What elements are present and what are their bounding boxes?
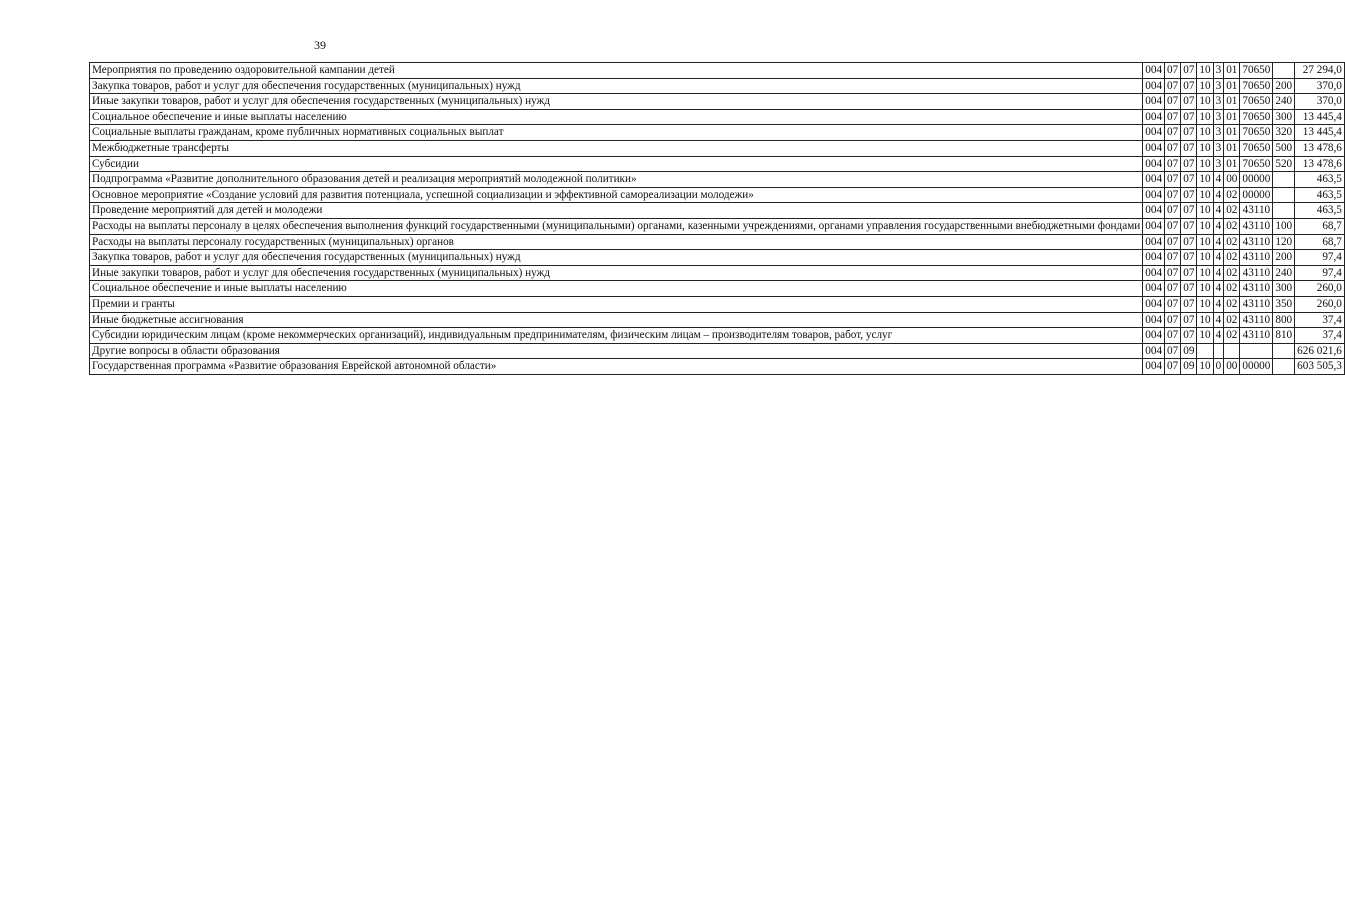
expense-name-cell: Социальные выплаты гражданам, кроме публичных нормативных социальных выплат xyxy=(90,125,1143,141)
expense-type-code-cell xyxy=(1273,63,1295,79)
table-row xyxy=(90,94,1345,110)
section-code-cell: 07 xyxy=(1165,359,1181,375)
measure-code-cell: 02 xyxy=(1224,250,1240,266)
expense-name-cell: Премии и гранты xyxy=(90,296,1143,312)
measure-code-cell: 02 xyxy=(1224,203,1240,219)
program-code-cell: 10 xyxy=(1197,359,1213,375)
subsection-code-cell: 07 xyxy=(1181,172,1197,188)
expense-name-cell: Закупка товаров, работ и услуг для обеспечения государственных (муниципальных) нужд xyxy=(90,250,1143,266)
subsection-code-cell: 07 xyxy=(1181,328,1197,344)
expense-name-cell: Проведение мероприятий для детей и молодежи xyxy=(90,203,1143,219)
table-row xyxy=(90,125,1345,141)
measure-code-cell: 02 xyxy=(1224,296,1240,312)
program-code-cell: 10 xyxy=(1197,265,1213,281)
amount-cell: 37,4 xyxy=(1295,328,1345,344)
admin-code-cell: 004 xyxy=(1143,63,1165,79)
section-code-cell: 07 xyxy=(1165,187,1181,203)
expense-type-code-cell xyxy=(1273,359,1295,375)
program-code-cell: 10 xyxy=(1197,250,1213,266)
budget-expense-table xyxy=(89,62,1345,375)
table-row xyxy=(90,109,1345,125)
admin-code-cell: 004 xyxy=(1143,312,1165,328)
table-row xyxy=(90,296,1345,312)
expense-type-code-cell: 240 xyxy=(1273,265,1295,281)
section-code-cell: 07 xyxy=(1165,156,1181,172)
expense-type-code-cell: 810 xyxy=(1273,328,1295,344)
direction-code-cell: 70650 xyxy=(1240,156,1273,172)
expense-name-cell: Иные закупки товаров, работ и услуг для обеспечения государственных (муниципальных) нужд xyxy=(90,94,1143,110)
measure-code-cell: 01 xyxy=(1224,109,1240,125)
admin-code-cell: 004 xyxy=(1143,281,1165,297)
direction-code-cell: 70650 xyxy=(1240,109,1273,125)
measure-code-cell: 02 xyxy=(1224,312,1240,328)
section-code-cell: 07 xyxy=(1165,218,1181,234)
direction-code-cell: 70650 xyxy=(1240,94,1273,110)
amount-cell: 97,4 xyxy=(1295,265,1345,281)
measure-code-cell: 02 xyxy=(1224,328,1240,344)
table-row xyxy=(90,250,1345,266)
subsection-code-cell: 07 xyxy=(1181,312,1197,328)
measure-code-cell: 00 xyxy=(1224,172,1240,188)
subsection-code-cell: 07 xyxy=(1181,94,1197,110)
table-row xyxy=(90,234,1345,250)
subsection-code-cell: 07 xyxy=(1181,109,1197,125)
amount-cell: 463,5 xyxy=(1295,203,1345,219)
expense-name-cell: Основное мероприятие «Создание условий для развития потенциала, успешной социализации и эффективной самореализации молодежи» xyxy=(90,187,1143,203)
admin-code-cell: 004 xyxy=(1143,109,1165,125)
subsection-code-cell: 07 xyxy=(1181,125,1197,141)
subsection-code-cell: 07 xyxy=(1181,203,1197,219)
admin-code-cell: 004 xyxy=(1143,343,1165,359)
expense-name-cell: Межбюджетные трансферты xyxy=(90,140,1143,156)
expense-type-code-cell xyxy=(1273,203,1295,219)
subsection-code-cell: 07 xyxy=(1181,218,1197,234)
program-code-cell: 10 xyxy=(1197,296,1213,312)
section-code-cell: 07 xyxy=(1165,281,1181,297)
amount-cell: 603 505,3 xyxy=(1295,359,1345,375)
subprogram-code-cell: 4 xyxy=(1213,187,1224,203)
subsection-code-cell: 07 xyxy=(1181,281,1197,297)
program-code-cell: 10 xyxy=(1197,328,1213,344)
expense-name-cell: Другие вопросы в области образования xyxy=(90,343,1143,359)
subprogram-code-cell: 4 xyxy=(1213,312,1224,328)
program-code-cell: 10 xyxy=(1197,172,1213,188)
measure-code-cell: 01 xyxy=(1224,125,1240,141)
expense-type-code-cell: 200 xyxy=(1273,250,1295,266)
amount-cell: 97,4 xyxy=(1295,250,1345,266)
measure-code-cell: 02 xyxy=(1224,234,1240,250)
program-code-cell: 10 xyxy=(1197,156,1213,172)
expense-type-code-cell: 350 xyxy=(1273,296,1295,312)
measure-code-cell: 01 xyxy=(1224,156,1240,172)
section-code-cell: 07 xyxy=(1165,312,1181,328)
measure-code-cell: 02 xyxy=(1224,187,1240,203)
table-row xyxy=(90,218,1345,234)
admin-code-cell: 004 xyxy=(1143,140,1165,156)
expense-type-code-cell: 520 xyxy=(1273,156,1295,172)
direction-code-cell: 43110 xyxy=(1240,218,1273,234)
measure-code-cell: 01 xyxy=(1224,140,1240,156)
subprogram-code-cell: 3 xyxy=(1213,78,1224,94)
direction-code-cell: 43110 xyxy=(1240,203,1273,219)
direction-code-cell: 00000 xyxy=(1240,172,1273,188)
table-row xyxy=(90,156,1345,172)
program-code-cell: 10 xyxy=(1197,63,1213,79)
expense-type-code-cell: 800 xyxy=(1273,312,1295,328)
section-code-cell: 07 xyxy=(1165,109,1181,125)
admin-code-cell: 004 xyxy=(1143,156,1165,172)
admin-code-cell: 004 xyxy=(1143,187,1165,203)
section-code-cell: 07 xyxy=(1165,94,1181,110)
table-row xyxy=(90,63,1345,79)
admin-code-cell: 004 xyxy=(1143,265,1165,281)
subprogram-code-cell: 3 xyxy=(1213,109,1224,125)
admin-code-cell: 004 xyxy=(1143,78,1165,94)
admin-code-cell: 004 xyxy=(1143,250,1165,266)
expense-type-code-cell: 100 xyxy=(1273,218,1295,234)
measure-code-cell: 02 xyxy=(1224,265,1240,281)
table-row xyxy=(90,78,1345,94)
amount-cell: 260,0 xyxy=(1295,281,1345,297)
subprogram-code-cell: 4 xyxy=(1213,234,1224,250)
subsection-code-cell: 07 xyxy=(1181,296,1197,312)
expense-name-cell: Иные бюджетные ассигнования xyxy=(90,312,1143,328)
expense-name-cell: Социальное обеспечение и иные выплаты населению xyxy=(90,281,1143,297)
direction-code-cell: 70650 xyxy=(1240,78,1273,94)
amount-cell: 626 021,6 xyxy=(1295,343,1345,359)
direction-code-cell: 43110 xyxy=(1240,296,1273,312)
expense-type-code-cell: 320 xyxy=(1273,125,1295,141)
measure-code-cell: 02 xyxy=(1224,218,1240,234)
amount-cell: 13 478,6 xyxy=(1295,140,1345,156)
section-code-cell: 07 xyxy=(1165,125,1181,141)
measure-code-cell: 00 xyxy=(1224,359,1240,375)
section-code-cell: 07 xyxy=(1165,172,1181,188)
subsection-code-cell: 07 xyxy=(1181,234,1197,250)
subprogram-code-cell: 4 xyxy=(1213,218,1224,234)
direction-code-cell: 43110 xyxy=(1240,281,1273,297)
program-code-cell: 10 xyxy=(1197,234,1213,250)
measure-code-cell: 01 xyxy=(1224,78,1240,94)
program-code-cell: 10 xyxy=(1197,94,1213,110)
measure-code-cell: 01 xyxy=(1224,63,1240,79)
amount-cell: 370,0 xyxy=(1295,78,1345,94)
amount-cell: 68,7 xyxy=(1295,218,1345,234)
amount-cell: 13 445,4 xyxy=(1295,109,1345,125)
subprogram-code-cell: 3 xyxy=(1213,125,1224,141)
amount-cell: 260,0 xyxy=(1295,296,1345,312)
subprogram-code-cell: 0 xyxy=(1213,359,1224,375)
table-row xyxy=(90,328,1345,344)
section-code-cell: 07 xyxy=(1165,250,1181,266)
admin-code-cell: 004 xyxy=(1143,203,1165,219)
expense-name-cell: Расходы на выплаты персоналу государственных (муниципальных) органов xyxy=(90,234,1143,250)
program-code-cell: 10 xyxy=(1197,281,1213,297)
program-code-cell: 10 xyxy=(1197,218,1213,234)
program-code-cell: 10 xyxy=(1197,109,1213,125)
table-row xyxy=(90,343,1345,359)
direction-code-cell: 43110 xyxy=(1240,328,1273,344)
direction-code-cell: 43110 xyxy=(1240,312,1273,328)
program-code-cell: 10 xyxy=(1197,140,1213,156)
direction-code-cell: 00000 xyxy=(1240,187,1273,203)
direction-code-cell xyxy=(1240,343,1273,359)
expense-name-cell: Мероприятия по проведению оздоровительной кампании детей xyxy=(90,63,1143,79)
expense-name-cell: Субсидии юридическим лицам (кроме некоммерческих организаций), индивидуальным предпринимателям, физическим лицам – производителям товаров, работ, услуг xyxy=(90,328,1143,344)
admin-code-cell: 004 xyxy=(1143,234,1165,250)
measure-code-cell: 02 xyxy=(1224,281,1240,297)
subprogram-code-cell xyxy=(1213,343,1224,359)
subsection-code-cell: 07 xyxy=(1181,250,1197,266)
subprogram-code-cell: 4 xyxy=(1213,328,1224,344)
direction-code-cell: 43110 xyxy=(1240,234,1273,250)
admin-code-cell: 004 xyxy=(1143,218,1165,234)
direction-code-cell: 43110 xyxy=(1240,250,1273,266)
expense-type-code-cell: 300 xyxy=(1273,281,1295,297)
expense-name-cell: Расходы на выплаты персоналу в целях обеспечения выполнения функций государственными (муниципальными) органами, казенными учреждениями, органами управления государственными внебюджетными фондами xyxy=(90,218,1143,234)
direction-code-cell: 70650 xyxy=(1240,140,1273,156)
subprogram-code-cell: 3 xyxy=(1213,140,1224,156)
subsection-code-cell: 07 xyxy=(1181,140,1197,156)
page-number: 39 xyxy=(314,38,326,52)
expense-name-cell: Иные закупки товаров, работ и услуг для обеспечения государственных (муниципальных) нужд xyxy=(90,265,1143,281)
subprogram-code-cell: 4 xyxy=(1213,203,1224,219)
subsection-code-cell: 09 xyxy=(1181,359,1197,375)
subprogram-code-cell: 4 xyxy=(1213,281,1224,297)
subprogram-code-cell: 4 xyxy=(1213,265,1224,281)
amount-cell: 13 478,6 xyxy=(1295,156,1345,172)
admin-code-cell: 004 xyxy=(1143,94,1165,110)
table-row xyxy=(90,187,1345,203)
table-row xyxy=(90,359,1345,375)
amount-cell: 27 294,0 xyxy=(1295,63,1345,79)
amount-cell: 13 445,4 xyxy=(1295,125,1345,141)
expense-name-cell: Закупка товаров, работ и услуг для обеспечения государственных (муниципальных) нужд xyxy=(90,78,1143,94)
subsection-code-cell: 07 xyxy=(1181,187,1197,203)
program-code-cell xyxy=(1197,343,1213,359)
expense-name-cell: Государственная программа «Развитие образования Еврейской автономной области» xyxy=(90,359,1143,375)
expense-type-code-cell xyxy=(1273,187,1295,203)
expense-type-code-cell: 200 xyxy=(1273,78,1295,94)
table-row xyxy=(90,265,1345,281)
expense-type-code-cell xyxy=(1273,343,1295,359)
program-code-cell: 10 xyxy=(1197,78,1213,94)
subprogram-code-cell: 4 xyxy=(1213,250,1224,266)
subprogram-code-cell: 4 xyxy=(1213,172,1224,188)
direction-code-cell: 70650 xyxy=(1240,63,1273,79)
subprogram-code-cell: 3 xyxy=(1213,63,1224,79)
admin-code-cell: 004 xyxy=(1143,296,1165,312)
section-code-cell: 07 xyxy=(1165,140,1181,156)
subsection-code-cell: 07 xyxy=(1181,156,1197,172)
amount-cell: 370,0 xyxy=(1295,94,1345,110)
section-code-cell: 07 xyxy=(1165,63,1181,79)
expense-type-code-cell xyxy=(1273,172,1295,188)
subsection-code-cell: 07 xyxy=(1181,63,1197,79)
expense-type-code-cell: 120 xyxy=(1273,234,1295,250)
admin-code-cell: 004 xyxy=(1143,125,1165,141)
table-row xyxy=(90,203,1345,219)
section-code-cell: 07 xyxy=(1165,203,1181,219)
expense-name-cell: Подпрограмма «Развитие дополнительного образования детей и реализация мероприятий молодежной политики» xyxy=(90,172,1143,188)
section-code-cell: 07 xyxy=(1165,296,1181,312)
subsection-code-cell: 07 xyxy=(1181,265,1197,281)
table-body xyxy=(90,63,1345,375)
section-code-cell: 07 xyxy=(1165,343,1181,359)
program-code-cell: 10 xyxy=(1197,187,1213,203)
expense-name-cell: Субсидии xyxy=(90,156,1143,172)
program-code-cell: 10 xyxy=(1197,125,1213,141)
subsection-code-cell: 07 xyxy=(1181,78,1197,94)
expense-type-code-cell: 240 xyxy=(1273,94,1295,110)
admin-code-cell: 004 xyxy=(1143,359,1165,375)
amount-cell: 463,5 xyxy=(1295,187,1345,203)
measure-code-cell: 01 xyxy=(1224,94,1240,110)
table-row xyxy=(90,172,1345,188)
section-code-cell: 07 xyxy=(1165,265,1181,281)
subsection-code-cell: 09 xyxy=(1181,343,1197,359)
amount-cell: 37,4 xyxy=(1295,312,1345,328)
expense-name-cell: Социальное обеспечение и иные выплаты населению xyxy=(90,109,1143,125)
subprogram-code-cell: 4 xyxy=(1213,296,1224,312)
section-code-cell: 07 xyxy=(1165,234,1181,250)
direction-code-cell: 00000 xyxy=(1240,359,1273,375)
expense-type-code-cell: 300 xyxy=(1273,109,1295,125)
table-row xyxy=(90,312,1345,328)
direction-code-cell: 43110 xyxy=(1240,265,1273,281)
table-row xyxy=(90,140,1345,156)
program-code-cell: 10 xyxy=(1197,312,1213,328)
measure-code-cell xyxy=(1224,343,1240,359)
amount-cell: 463,5 xyxy=(1295,172,1345,188)
subprogram-code-cell: 3 xyxy=(1213,156,1224,172)
expense-type-code-cell: 500 xyxy=(1273,140,1295,156)
admin-code-cell: 004 xyxy=(1143,172,1165,188)
section-code-cell: 07 xyxy=(1165,78,1181,94)
section-code-cell: 07 xyxy=(1165,328,1181,344)
direction-code-cell: 70650 xyxy=(1240,125,1273,141)
amount-cell: 68,7 xyxy=(1295,234,1345,250)
subprogram-code-cell: 3 xyxy=(1213,94,1224,110)
table-row xyxy=(90,281,1345,297)
program-code-cell: 10 xyxy=(1197,203,1213,219)
admin-code-cell: 004 xyxy=(1143,328,1165,344)
